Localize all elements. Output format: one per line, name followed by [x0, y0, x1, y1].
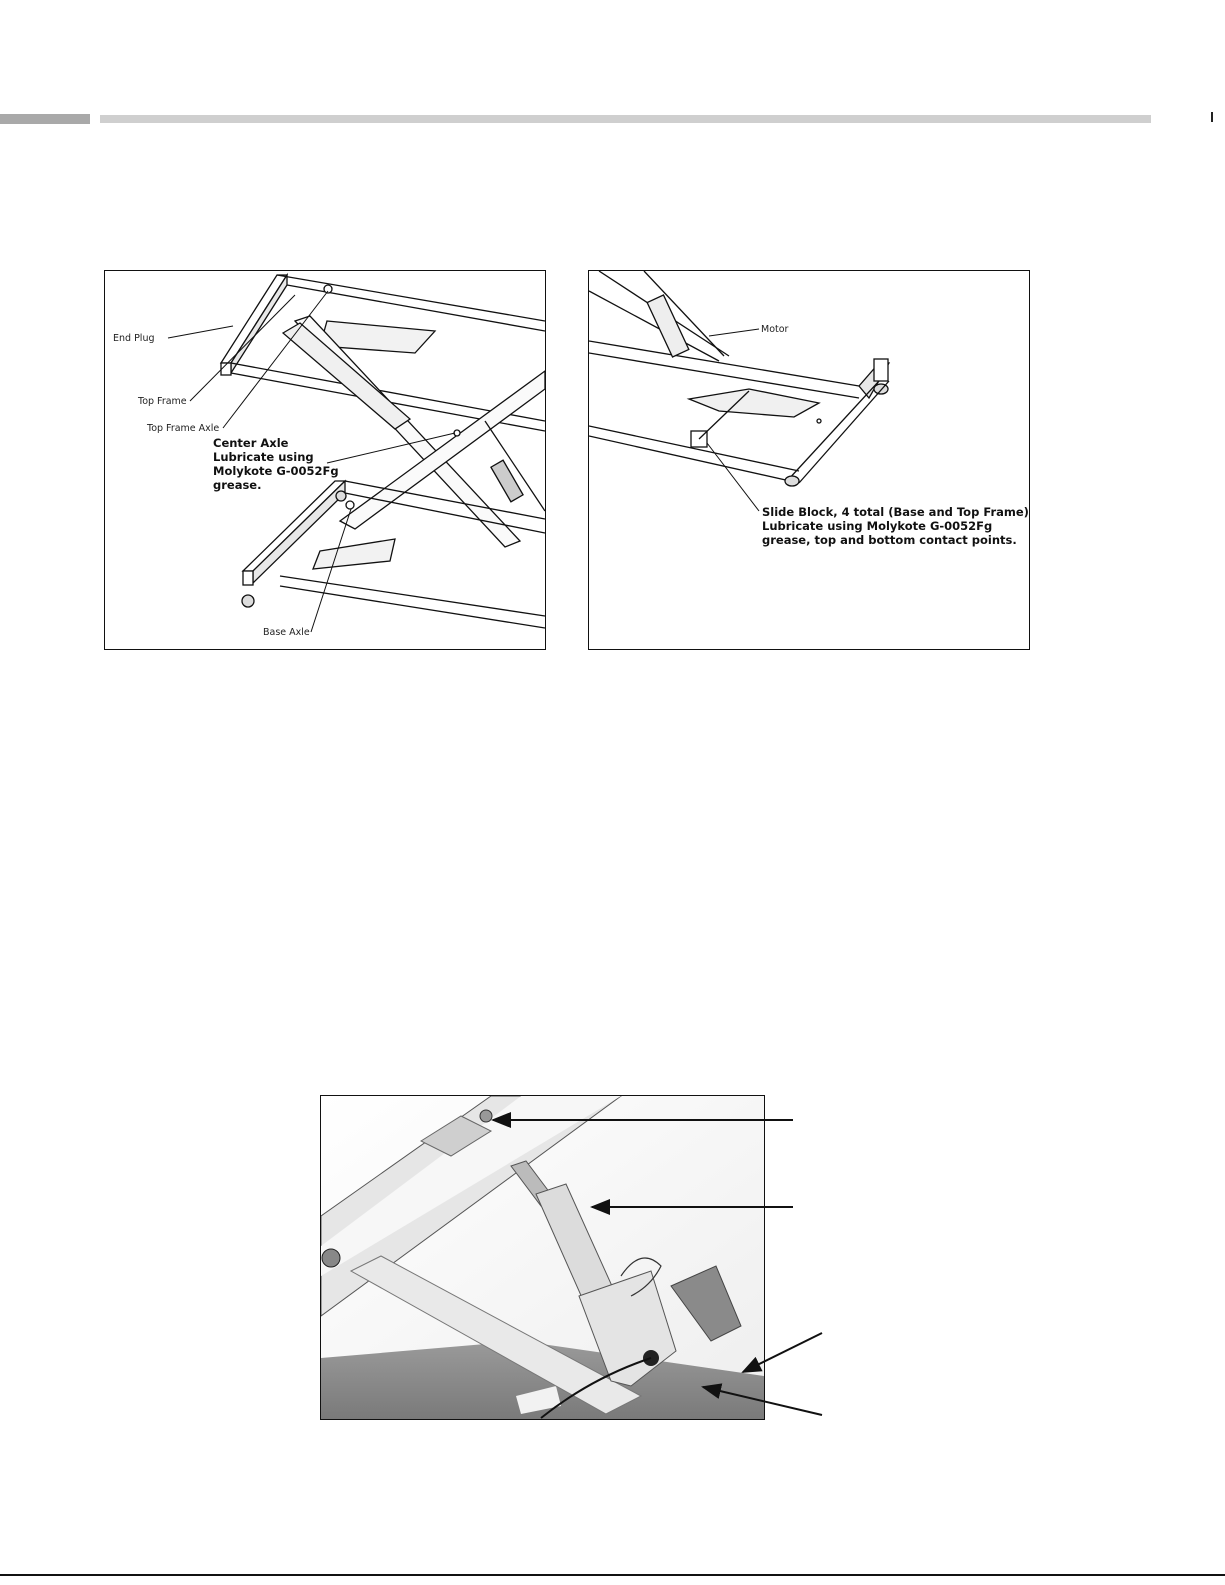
callout-arrow-4 — [703, 1387, 822, 1415]
base-axle-label: Base Axle — [263, 627, 310, 638]
center-axle-label-line4: grease. — [213, 478, 262, 492]
slide-block-label-line3: grease, top and bottom contact points. — [762, 533, 1017, 547]
footer-rule — [0, 1574, 1225, 1576]
slide-block-label-line2: Lubricate using Molykote G-0052Fg — [762, 519, 993, 533]
motor-label: Motor — [761, 324, 789, 335]
top-frame-label: Top Frame — [138, 396, 187, 407]
callout-arrow-3 — [743, 1333, 822, 1372]
center-axle-label-line1: Center Axle — [213, 436, 289, 450]
slide-block-label-line1: Slide Block, 4 total (Base and Top Frame) — [762, 505, 1029, 519]
center-axle-label-line3: Molykote G-0052Fg — [213, 464, 339, 478]
top-frame-axle-label: Top Frame Axle — [147, 423, 220, 434]
end-plug-label: End Plug — [113, 333, 155, 344]
center-axle-label-line2: Lubricate using — [213, 450, 314, 464]
